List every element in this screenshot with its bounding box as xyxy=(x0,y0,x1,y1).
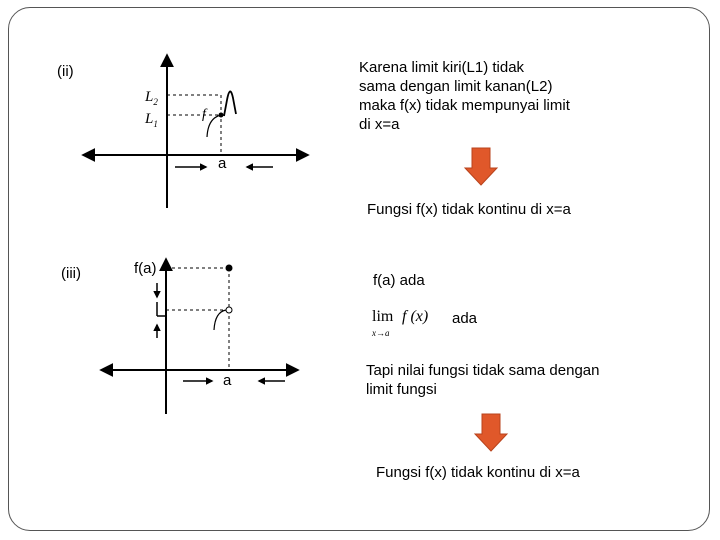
graph-ii-label-l1 xyxy=(145,110,158,134)
graph-ii-l1-letter: L xyxy=(145,111,154,127)
section-iii-explanation xyxy=(366,361,696,399)
section-ii-conclusion: Fungsi f(x) tidak kontinu di x=a xyxy=(367,201,571,218)
graph-iii-label-fa: f(a) xyxy=(134,260,157,277)
section-iii-label: (iii) xyxy=(61,265,81,282)
section-iii-explanation-line: Tapi nilai fungsi tidak sama dengan xyxy=(366,362,600,379)
limit-expression xyxy=(372,308,442,342)
graph-iii xyxy=(102,260,297,414)
graph-ii-point xyxy=(219,113,224,118)
section-ii-label: (ii) xyxy=(57,63,74,80)
section-iii-conclusion: Fungsi f(x) tidak kontinu di x=a xyxy=(376,464,580,481)
graph-ii-label-a: a xyxy=(218,155,227,172)
graph-ii-l2-letter: L xyxy=(145,89,154,105)
graph-iii-point-open xyxy=(226,307,232,313)
graph-ii-label-f: f xyxy=(202,107,206,122)
graph-ii-curve-right xyxy=(224,91,236,116)
graph-ii-curve-left xyxy=(207,115,221,137)
graph-ii-label-l2 xyxy=(145,88,158,112)
down-arrow-icon xyxy=(465,148,497,185)
limit-fx: f (x) xyxy=(402,308,429,325)
section-iii-explanation-line: limit fungsi xyxy=(366,381,437,398)
section-iii-statement-1: f(a) ada xyxy=(373,272,425,289)
graph-ii xyxy=(84,56,307,208)
graph-iii-curve xyxy=(214,310,226,330)
section-ii-explanation xyxy=(359,58,689,134)
limit-lim: lim xyxy=(372,308,394,325)
section-ii-explanation-line: di x=a xyxy=(359,116,400,133)
graph-ii-l1-sub: 1 xyxy=(153,119,158,129)
graph-iii-label-a: a xyxy=(223,372,232,389)
limit-subscript: x→a xyxy=(372,328,390,338)
section-ii-explanation-line: Karena limit kiri(L1) tidak xyxy=(359,59,525,76)
graph-iii-point-filled xyxy=(226,265,233,272)
section-ii-explanation-line: sama dengan limit kanan(L2) xyxy=(359,78,553,95)
graph-ii-l2-sub: 2 xyxy=(153,97,158,107)
down-arrow-icon xyxy=(475,414,507,451)
section-ii-explanation-line: maka f(x) tidak mempunyai limit xyxy=(359,97,570,114)
section-iii-statement-2: ada xyxy=(452,310,478,327)
